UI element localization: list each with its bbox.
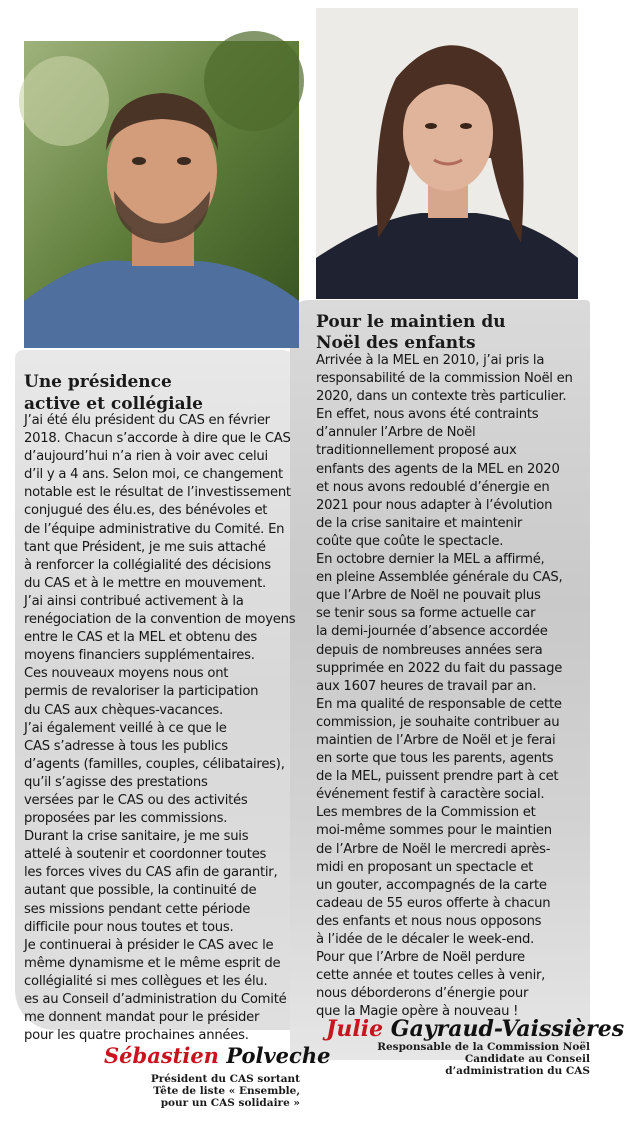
text-line: midi en proposant un spectacle et xyxy=(316,859,534,875)
left-title-line: Une présidence xyxy=(24,372,172,392)
text-line: d’il y a 4 ans. Selon moi, ce changement xyxy=(24,467,283,483)
text-line: notable est le résultat de l’investissement xyxy=(24,485,291,501)
text-line: du CAS aux chèques-vacances. xyxy=(24,702,223,718)
text-line: en sorte que tous les parents, agents xyxy=(316,751,554,767)
text-line: ses missions pendant cette période xyxy=(24,901,251,917)
right-article-body xyxy=(316,352,591,1021)
text-line: traditionnellement proposé aux xyxy=(316,443,517,459)
right-title-line: Pour le maintien du xyxy=(316,312,506,332)
text-line: à renforcer la collégialité des décisions xyxy=(24,557,271,573)
text-line: à l’idée de le décaler le week-end. xyxy=(316,932,535,947)
text-line: 2018. Chacun s’accorde à dire que le CAS xyxy=(24,431,291,447)
text-line: responsabilité de la commission Noël en xyxy=(316,371,573,387)
text-line: Arrivée à la MEL en 2010, j’ai pris la xyxy=(316,353,545,368)
signature-last-name: Polveche xyxy=(226,1043,331,1068)
text-line: des enfants et nous nous opposons xyxy=(316,913,542,929)
text-line: Je continuerai à présider le CAS avec le xyxy=(24,937,274,953)
text-line: de la MEL, puissent prendre part à cet xyxy=(316,769,559,785)
text-line: Ces nouveaux moyens nous ont xyxy=(24,666,229,682)
text-line: attelé à soutenir et coordonner toutes xyxy=(24,847,267,863)
text-line: supprimée en 2022 du fait du passage xyxy=(316,660,563,676)
role-line: Tête de liste « Ensemble, xyxy=(153,1085,300,1097)
role-line: Candidate au Conseil xyxy=(464,1053,590,1065)
text-line: même dynamisme et le même esprit de xyxy=(24,955,281,971)
left-title-line: active et collégiale xyxy=(24,394,203,414)
text-line: de l’équipe administrative du Comité. En xyxy=(24,521,285,537)
portrait-photo-julie xyxy=(316,8,578,299)
text-line: En octobre dernier la MEL a affirmé, xyxy=(316,552,545,568)
role-line: Responsable de la Commission Noël xyxy=(377,1041,590,1053)
text-line: que l’Arbre de Noël ne pouvait plus xyxy=(316,588,541,604)
text-line: tant que Président, je me suis attaché xyxy=(24,539,266,555)
text-line: J’ai ainsi contribué activement à la xyxy=(24,593,244,609)
text-line: maintien de l’Arbre de Noël et je ferai xyxy=(316,732,556,748)
text-line: renégociation de la convention de moyens xyxy=(24,612,296,628)
right-title-line: Noël des enfants xyxy=(316,333,476,353)
text-line: entre le CAS et la MEL et obtenu des xyxy=(24,630,257,646)
text-line: qu’il s’agisse des prestations xyxy=(24,774,208,790)
text-line: cadeau de 55 euros offerte à chacun xyxy=(316,895,551,911)
text-line: Les membres de la Commission et xyxy=(316,805,536,821)
text-line: Durant la crise sanitaire, je me suis xyxy=(24,829,249,845)
text-line: de l’Arbre de Noël le mercredi après- xyxy=(316,841,551,857)
text-line: me donnent mandat pour le présider xyxy=(24,1010,260,1026)
text-line: de la crise sanitaire et maintenir xyxy=(316,515,523,531)
signature-first-name: Julie xyxy=(326,1016,384,1042)
text-line: 2020, dans un contexte très particulier. xyxy=(316,389,567,405)
role-line: d’administration du CAS xyxy=(445,1065,590,1077)
text-line: Pour que l’Arbre de Noël perdure xyxy=(316,950,525,966)
role-line: pour un CAS solidaire » xyxy=(160,1097,300,1109)
text-line: collégialité si mes collègues et les élu. xyxy=(24,973,268,989)
text-line: permis de revaloriser la participation xyxy=(24,684,259,700)
text-line: d’aujourd’hui n’a rien à voir avec celui xyxy=(24,449,268,465)
text-line: les forces vives du CAS afin de garantir, xyxy=(24,865,278,881)
text-line: versées par le CAS ou des activités xyxy=(24,792,248,808)
text-line: depuis de nombreuses années sera xyxy=(316,642,543,658)
signature-sebastien xyxy=(104,1043,330,1068)
text-line: un gouter, accompagnés de la carte xyxy=(316,877,547,893)
portrait-photo-sebastien xyxy=(24,41,299,348)
text-line: se tenir sous sa forme actuelle car xyxy=(316,606,536,622)
text-line: 2021 pour nous adapter à l’évolution xyxy=(316,497,553,513)
text-line: commission, je souhaite contribuer au xyxy=(316,714,560,730)
text-line: d’annuler l’Arbre de Noël xyxy=(316,425,476,441)
text-line: aux 1607 heures de travail par an. xyxy=(316,678,537,694)
text-line: enfants des agents de la MEL en 2020 xyxy=(316,461,560,477)
text-line: du CAS et à le mettre en mouvement. xyxy=(24,575,266,591)
text-line: d’agents (familles, couples, célibataires), xyxy=(24,756,285,772)
text-line: es au Conseil d’administration du Comité xyxy=(24,992,287,1007)
right-article-title xyxy=(316,312,586,354)
left-article-body xyxy=(24,412,304,1045)
text-line: coûte que coûte le spectacle. xyxy=(316,533,504,549)
role-julie xyxy=(377,1041,590,1077)
text-line: conjugué des élu.es, des bénévoles et xyxy=(24,503,268,519)
text-line: En ma qualité de responsable de cette xyxy=(316,696,562,712)
text-line: moyens financiers supplémentaires. xyxy=(24,648,255,664)
text-line: autant que possible, la continuité de xyxy=(24,883,257,899)
role-sebastien xyxy=(151,1073,300,1109)
role-line: Président du CAS sortant xyxy=(150,1073,300,1085)
text-line: difficile pour nous toutes et tous. xyxy=(24,919,234,935)
text-line: moi-même sommes pour le maintien xyxy=(316,823,552,839)
text-line: CAS s’adresse à tous les publics xyxy=(24,738,228,754)
text-line: J’ai été élu président du CAS en février xyxy=(24,413,270,428)
text-line: J’ai également veillé à ce que le xyxy=(24,720,227,736)
text-line: la demi-journée d’absence accordée xyxy=(316,624,548,640)
text-line: événement festif à caractère social. xyxy=(316,787,545,803)
text-line: que la Magie opère à nouveau ! xyxy=(316,1004,519,1020)
text-line: cette année et toutes celles à venir, xyxy=(316,968,546,984)
text-line: En effet, nous avons été contraints xyxy=(316,407,539,423)
signature-first-name: Sébastien xyxy=(104,1043,219,1068)
text-line: en pleine Assemblée générale du CAS, xyxy=(316,570,563,586)
left-article-title xyxy=(24,371,304,415)
text-line: nous déborderons d’énergie pour xyxy=(316,986,529,1002)
signature-last-name: Gayraud-Vaissières xyxy=(390,1016,624,1042)
text-line: et nous avons redoublé d’énergie en xyxy=(316,479,550,495)
text-line: pour les quatre prochaines années. xyxy=(24,1028,249,1044)
signature-julie xyxy=(326,1016,624,1042)
text-line: proposées par les commissions. xyxy=(24,811,228,827)
